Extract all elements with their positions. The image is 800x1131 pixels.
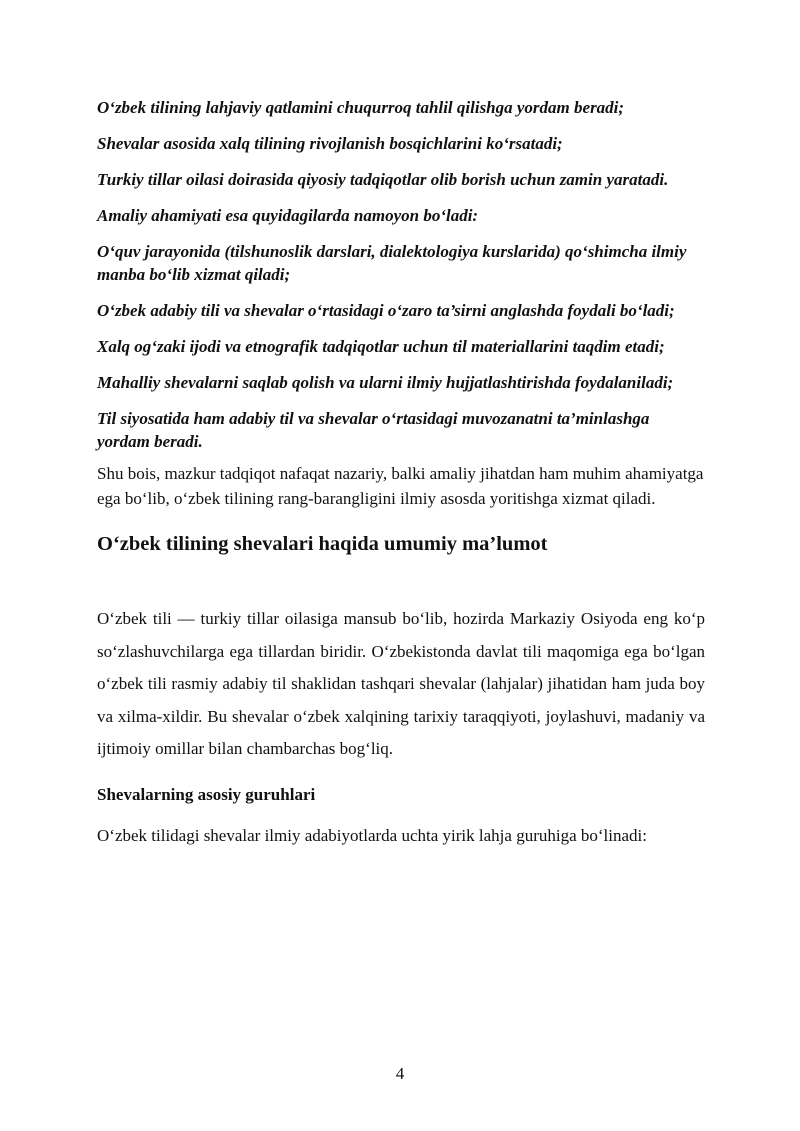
list-item: O‘quv jarayonida (tilshunoslik darslari, dialektologiya kurslarida) qo‘shimcha ilmiy manba bo‘lib xizmat qiladi; bbox=[97, 242, 687, 284]
list-item: O‘zbek tilining lahjaviy qatlamini chuqurroq tahlil qilishga yordam beradi; bbox=[97, 98, 625, 117]
list-item: Xalq og‘zaki ijodi va etnografik tadqiqotlar uchun til materiallarini taqdim etadi; bbox=[97, 337, 665, 356]
subsection-paragraph: O‘zbek tilidagi shevalar ilmiy adabiyotlarda uchta yirik lahja guruhiga bo‘linadi: bbox=[97, 825, 647, 845]
subsection-heading: Shevalarning asosiy guruhlari bbox=[97, 784, 316, 804]
list-item: Til siyosatida ham adabiy til va shevalar o‘rtasidagi muvozanatni ta’minlashga yordam beradi. bbox=[97, 409, 650, 451]
section-paragraph: O‘zbek tili — turkiy tillar oilasiga mansub bo‘lib, hozirda Markaziy Osiyoda eng ko‘p so‘zlashuvchilarga ega tillardan biridir. O‘zbekistonda davlat tili maqomiga ega bo‘lgan o‘zbek tili rasmiy adabiy til shaklidan tashqari shevalar (lahjalar) jihatidan ham juda boy va xilma-xildir. Bu shevalar o‘zbek xalqining tarixiy taraqqiyoti, joylashuvi, madaniy va ijtimoiy omillar bilan chambarchas bog‘liq. bbox=[97, 609, 705, 758]
list-item: Shevalar asosida xalq tilining rivojlanish bosqichlarini ko‘rsatadi; bbox=[97, 134, 563, 153]
summary-paragraph: Shu bois, mazkur tadqiqot nafaqat nazariy, balki amaliy jihatdan ham muhim ahamiyatga ega bo‘lib, o‘zbek tilining rang-barangligini ilmiy asosda yoritishga xizmat qiladi. bbox=[97, 464, 704, 508]
list-item: Turkiy tillar oilasi doirasida qiyosiy tadqiqotlar olib borish uchun zamin yaratadi. bbox=[97, 170, 669, 189]
list-item: Mahalliy shevalarni saqlab qolish va ularni ilmiy hujjatlashtirishda foydalaniladi; bbox=[97, 373, 674, 392]
list-item: O‘zbek adabiy tili va shevalar o‘rtasidagi o‘zaro ta’sirni anglashda foydali bo‘ladi; bbox=[97, 301, 675, 320]
list-item: Amaliy ahamiyati esa quyidagilarda namoyon bo‘ladi: bbox=[97, 206, 479, 225]
document-page bbox=[97, 96, 705, 852]
page-number: 4 bbox=[395, 1064, 405, 1083]
section-heading: O‘zbek tilining shevalari haqida umumiy ma’lumot bbox=[97, 533, 548, 555]
